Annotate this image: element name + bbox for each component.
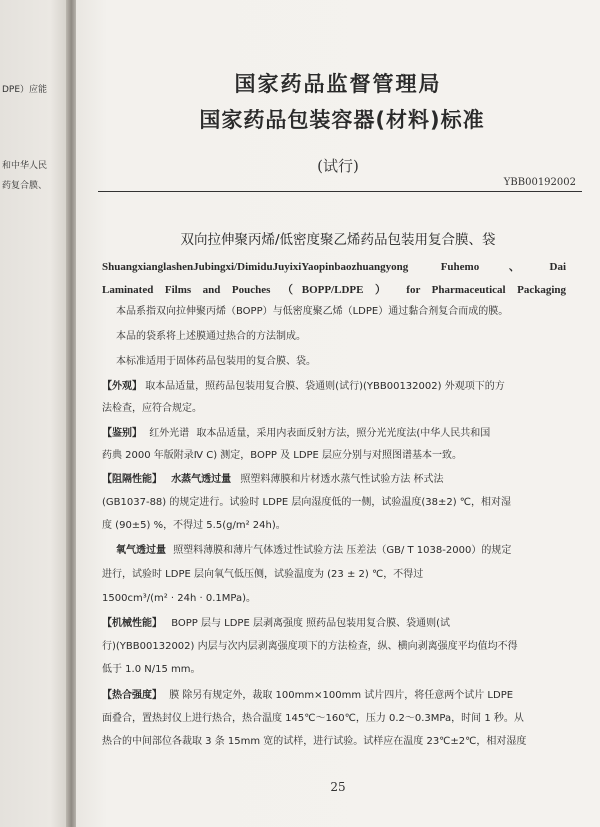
barrier-section — [102, 474, 572, 486]
intro-paragraph: 本标准适用于固体药品包装用的复合膜、袋。 — [116, 356, 316, 367]
intro-paragraph: 本品系指双向拉伸聚丙烯（BOPP）与低密度聚乙烯（LDPE）通过黏合剂复合而成的膜。 — [116, 306, 509, 317]
appearance-text: 取本品适量，照药品包装用复合膜、袋通则(试行)(YBB00132002) 外观项下的方 — [145, 381, 505, 392]
previous-page-text-line: 药复合膜、 — [2, 181, 48, 191]
barrier-tag: 【阻隔性能】 — [102, 474, 162, 485]
water-vapor-item: 水蒸气透过量 — [171, 474, 232, 485]
barrier-text: 照塑料薄膜和片材透水蒸气性试验方法 杯式法 — [240, 474, 444, 485]
mechanical-text-cont: 低于 1.0 N/15 mm。 — [102, 664, 201, 675]
heat-seal-text-cont: 面叠合，置热封仪上进行热合，热合温度 145℃～160℃，压力 0.2～0.3MPa，时间 1 秒。从 — [102, 713, 524, 724]
mechanical-text: BOPP 层与 LDPE 层剥离强度 照药品包装用复合膜、袋通则(试 — [171, 618, 451, 629]
document-page — [76, 0, 600, 827]
identification-text-cont: 药典 2000 年版附录Ⅳ C) 测定，BOPP 及 LDPE 层应分别与对照图谱基本一致。 — [102, 450, 463, 461]
heat-seal-section — [102, 690, 572, 702]
standard-code: YBB00192002 — [503, 177, 576, 188]
mechanical-section — [102, 618, 572, 630]
intro-paragraph: 本品的袋系将上述膜通过热合的方法制成。 — [116, 331, 306, 342]
heat-seal-tag: 【热合强度】 — [102, 690, 162, 701]
barrier-text-cont: 度 (90±5) %，不得过 5.5(g/m² 24h)。 — [102, 520, 286, 531]
document-title-cn: 双向拉伸聚丙烯/低密度聚乙烯药品包装用复合膜、袋 — [180, 232, 496, 248]
oxygen-text-cont: 进行，试验时 LDPE 层向氧气低压侧，试验温度为 (23 ± 2) ℃，不得过 — [102, 569, 424, 580]
identification-method: 红外光谱 — [149, 428, 190, 439]
trial-label: (试行) — [317, 157, 359, 175]
barrier-text-cont: (GB1037-88) 的规定进行。试验时 LDPE 层向湿度低的一侧，试验温度(38±2) ℃，相对湿 — [102, 497, 512, 508]
mechanical-text-cont: 行)(YBB00132002) 内层与次内层剥离强度项下的方法检查，纵、横向剥离强度平均值均不得 — [102, 641, 518, 652]
standard-series-title: 国家药品包装容器(材料)标准 — [199, 108, 485, 132]
page-number: 25 — [330, 780, 346, 794]
appearance-text-cont: 法检查，应符合规定。 — [102, 403, 202, 414]
previous-page-edge — [0, 0, 72, 827]
heat-seal-text: 膜 除另有规定外，裁取 100mm×100mm 试片四片，将任意两个试片 LDPE — [169, 690, 514, 701]
identification-tag: 【鉴别】 — [102, 428, 142, 439]
document-title-english: Laminated Films and Pouches （BOPP/LDPE ） for Pharmaceutical Packaging — [102, 284, 566, 296]
heat-seal-text-cont: 热合的中间部位各裁取 3 条 15mm 宽的试样，进行试验。试样应在温度 23℃±2℃，相对湿度 — [102, 736, 527, 747]
previous-page-text-line: 和中华人民 — [2, 161, 48, 171]
document-title-pinyin: ShuangxianglashenJubingxi/DimiduJuyixiYaopinbaozhuangyong Fuhemo、Dai — [102, 261, 566, 273]
header-divider — [98, 191, 582, 192]
oxygen-section — [116, 545, 586, 557]
oxygen-item: 氧气透过量 — [116, 545, 166, 556]
agency-title: 国家药品监督管理局 — [234, 72, 442, 96]
appearance-section — [102, 381, 572, 393]
mechanical-tag: 【机械性能】 — [102, 618, 162, 629]
oxygen-text: 照塑料薄膜和薄片气体透过性试验方法 压差法（GB/ T 1038-2000）的规定 — [173, 545, 512, 556]
identification-text: 取本品适量，采用内表面反射方法，照分光光度法(中华人民共和国 — [196, 428, 491, 439]
appearance-tag: 【外观】 — [102, 381, 142, 392]
oxygen-text-cont: 1500cm³/(m² · 24h · 0.1MPa)。 — [102, 593, 256, 604]
previous-page-text-line: DPE）应能 — [2, 85, 48, 95]
identification-section — [102, 428, 572, 440]
